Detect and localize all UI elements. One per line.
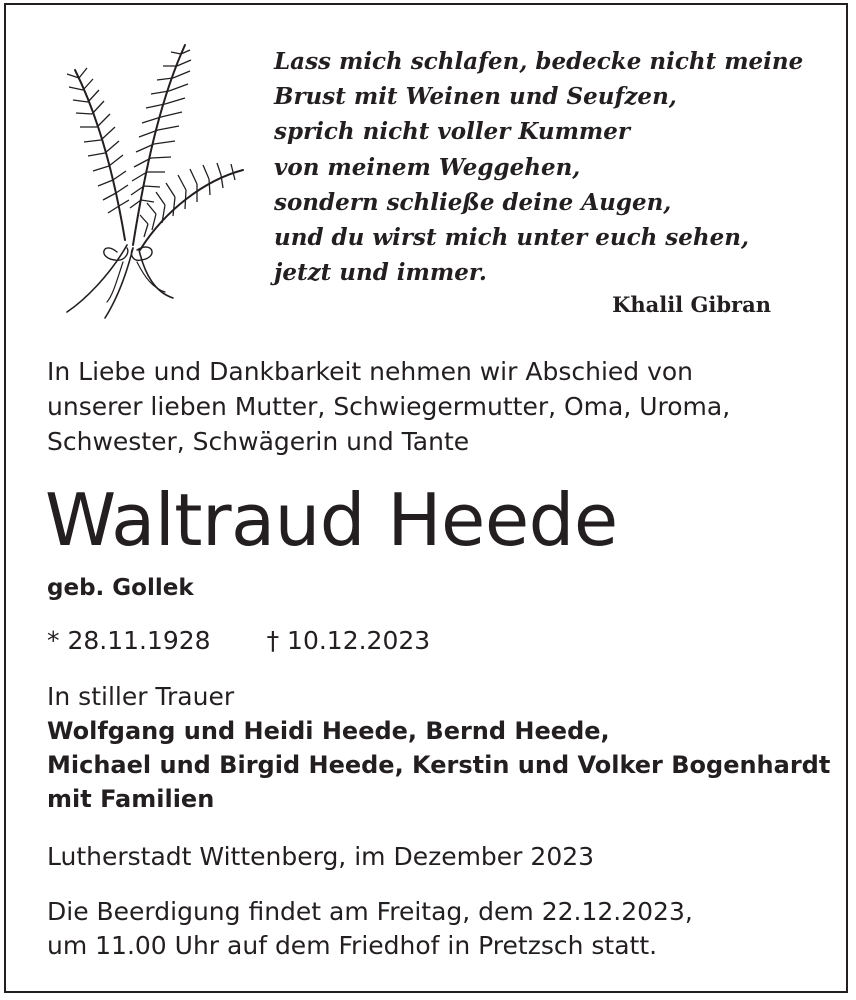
death-date: † 10.12.2023	[266, 626, 431, 655]
maiden-name: geb. Gollek	[47, 575, 194, 601]
place-date: Lutherstadt Wittenberg, im Dezember 2023	[47, 842, 595, 871]
poem-line: sondern schließe deine Augen,	[274, 188, 672, 216]
intro-line: unserer lieben Mutter, Schwiegermutter, Oma, Uroma,	[47, 392, 731, 421]
mourners-block	[47, 680, 837, 816]
mourners-intro: In stiller Trauer	[47, 682, 235, 711]
intro-line: Schwester, Schwägerin und Tante	[47, 427, 470, 456]
poem-line: und du wirst mich unter euch sehen,	[274, 224, 749, 252]
funeral-info	[47, 895, 693, 963]
mourners-line: Michael und Birgid Heede, Kerstin und Volker Bogenhardt	[47, 751, 831, 779]
poem-line: Brust mit Weinen und Seufzen,	[274, 83, 677, 111]
mourners-line: Wolfgang und Heidi Heede, Bernd Heede,	[47, 717, 610, 745]
funeral-line: um 11.00 Uhr auf dem Friedhof in Pretzsch statt.	[47, 931, 658, 960]
intro-line: In Liebe und Dankbarkeit nehmen wir Abschied von	[47, 357, 694, 386]
birth-date: * 28.11.1928	[47, 626, 211, 655]
funeral-line: Die Beerdigung findet am Freitag, dem 22.12.2023,	[47, 897, 693, 926]
poem-line: sprich nicht voller Kummer	[274, 118, 631, 146]
poem-line: Lass mich schlafen, bedecke nicht meine	[274, 48, 804, 75]
fern-icon	[55, 40, 255, 325]
poem-author: Khalil Gibran	[612, 292, 771, 317]
deceased-name: Waltraud Heede	[45, 478, 618, 562]
life-dates	[47, 624, 430, 658]
poem-line: von meinem Weggehen,	[274, 153, 581, 181]
poem-quote	[274, 44, 814, 290]
intro-text	[47, 354, 827, 459]
mourners-line: mit Familien	[47, 785, 215, 813]
poem-line: jetzt und immer.	[274, 259, 487, 287]
